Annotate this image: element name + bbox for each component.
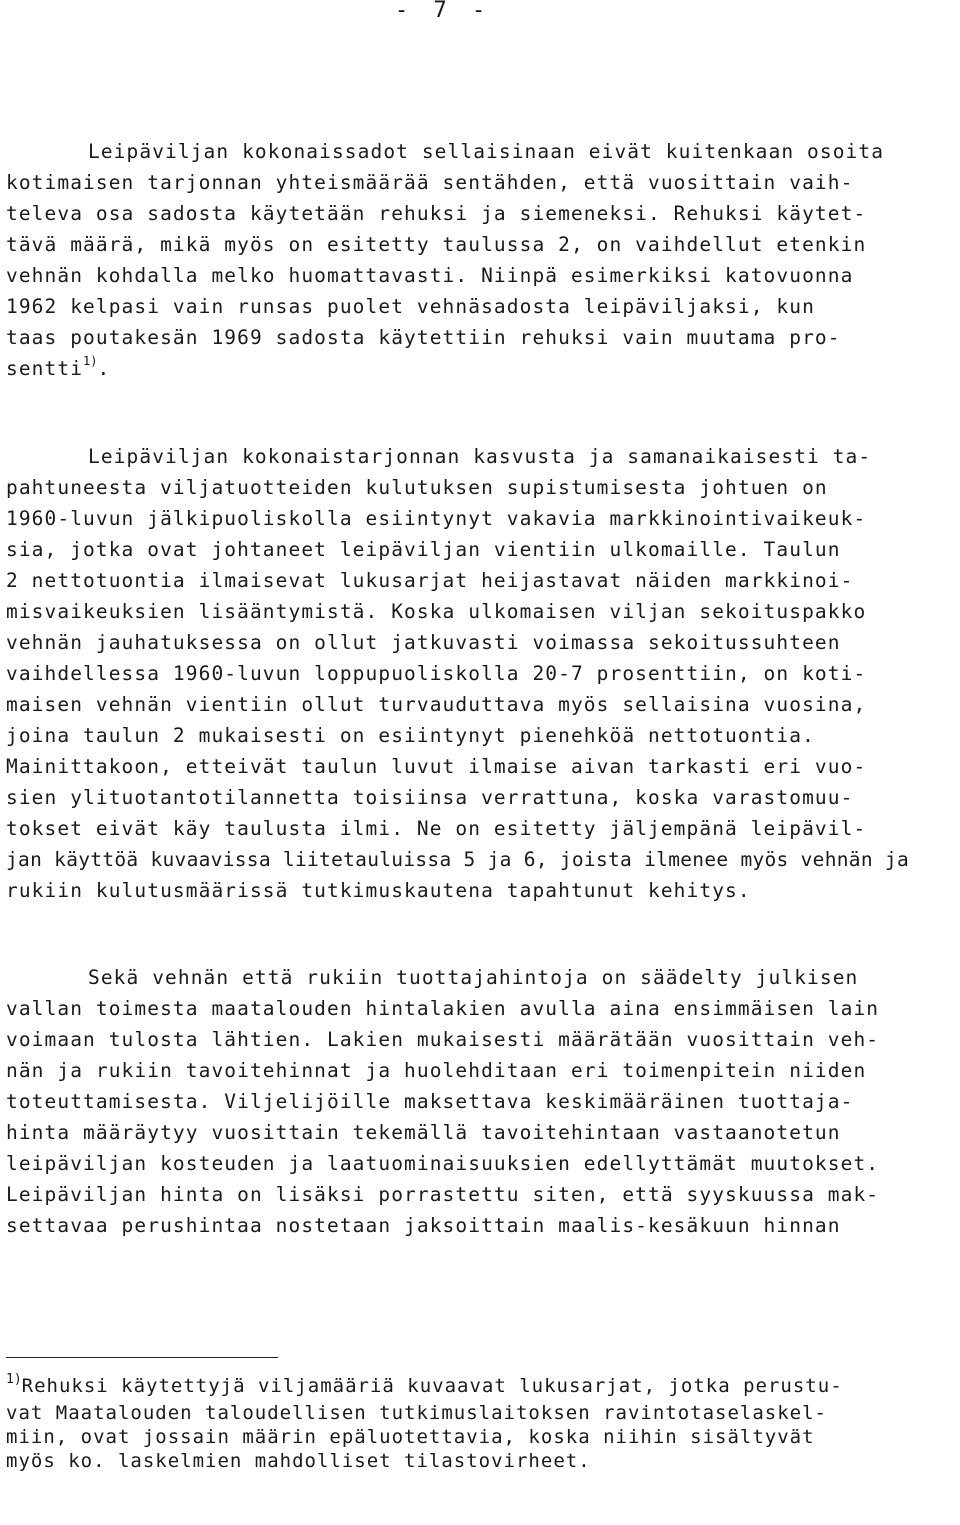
text-line: 1960-luvun jälkipuoliskolla esiintynyt vakavia markkinointivaikeuk- <box>6 507 867 530</box>
text-line: televa osa sadosta käytetään rehuksi ja siemeneksi. Rehuksi käytet- <box>6 202 867 225</box>
text-line: nän ja rukiin tavoitehinnat ja huolehditaan eri toimenpitein niiden <box>6 1059 867 1082</box>
page-number: - 7 - <box>395 0 492 23</box>
text-line: voimaan tulosta lähtien. Lakien mukaisesti määrätään vuosittain veh- <box>6 1028 880 1051</box>
text-line: taas poutakesän 1969 sadosta käytettiin rehuksi vain muutama pro- <box>6 326 841 349</box>
text-line: vehnän jauhatuksessa on ollut jatkuvasti voimassa sekoitussuhteen <box>6 631 841 654</box>
text-line: Leipäviljan kokonaissadot sellaisinaan eivät kuitenkaan osoita <box>88 140 885 163</box>
text-line: Mainittakoon, etteivät taulun luvut ilmaise aivan tarkasti eri vuo- <box>6 755 867 778</box>
paragraph-2 <box>6 441 956 906</box>
text-line: 1962 kelpasi vain runsas puolet vehnäsadosta leipäviljaksi, kun <box>6 295 815 318</box>
text-line: Sekä vehnän että rukiin tuottajahintoja on säädelty julkisen <box>88 966 859 989</box>
text-line: tävä määrä, mikä myös on esitetty taulussa 2, on vaihdellut etenkin <box>6 233 867 256</box>
text-line: Leipäviljan kokonaistarjonnan kasvusta ja samanaikaisesti ta- <box>88 445 872 468</box>
text-line: sia, jotka ovat johtaneet leipäviljan vientiin ulkomaille. Taulun <box>6 538 841 561</box>
text-line: vehnän kohdalla melko huomattavasti. Niinpä esimerkiksi katovuonna <box>6 264 854 287</box>
text-line: leipäviljan kosteuden ja laatuominaisuuksien edellyttämät muutokset. <box>6 1152 880 1175</box>
paragraph-1 <box>6 136 956 387</box>
text-line: maisen vehnän vientiin ollut turvauduttava myös sellaisina vuosina, <box>6 693 867 716</box>
text-line: Leipäviljan hinta on lisäksi porrastettu siten, että syyskuussa mak- <box>6 1183 880 1206</box>
text-line: sien ylituotantotilannetta toisiinsa verrattuna, koska varastomuu- <box>6 786 854 809</box>
text-line: hinta määräytyy vuosittain tekemällä tavoitehintaan vastaanotetun <box>6 1121 841 1144</box>
text-line: toteuttamisesta. Viljelijöille maksettava keskimääräinen tuottaja- <box>6 1090 854 1113</box>
footnote-text: Rehuksi käytettyjä viljamääriä kuvaavat lukusarjat, jotka perustu- <box>21 1375 843 1397</box>
text-line: settavaa perushintaa nostetaan jaksoittain maalis-kesäkuun hinnan <box>6 1214 841 1237</box>
footnote-line: myös ko. laskelmien mahdolliset tilastovirheet. <box>6 1450 591 1472</box>
text-fragment: . <box>97 357 111 380</box>
footnote <box>6 1374 956 1473</box>
text-line: misvaikeuksien lisääntymistä. Koska ulkomaisen viljan sekoituspakko <box>6 600 867 623</box>
text-line: jan käyttöä kuvaavissa liitetauluissa 5 ja 6, joista ilmenee myös vehnän ja <box>6 848 909 871</box>
text-line: vallan toimesta maatalouden hintalakien avulla aina ensimmäisen lain <box>6 997 880 1020</box>
footnote-divider <box>6 1357 278 1358</box>
text-line: tokset eivät käy taulusta ilmi. Ne on esitetty jäljempänä leipävil- <box>6 817 867 840</box>
text-line: vaihdellessa 1960-luvun loppupuoliskolla 20-7 prosenttiin, on koti- <box>6 662 867 685</box>
text-line: rukiin kulutusmäärissä tutkimuskautena tapahtunut kehitys. <box>6 879 751 902</box>
footnote-mark: 1) <box>6 1372 22 1387</box>
paragraph-3 <box>6 962 956 1241</box>
footnote-reference[interactable]: 1) <box>83 354 98 368</box>
footnote-line <box>6 1374 956 1401</box>
text-line: 2 nettotuontia ilmaisevat lukusarjat heijastavat näiden markkinoi- <box>6 569 854 592</box>
text-line: joina taulun 2 mukaisesti on esiintynyt pienehköä nettotuontia. <box>6 724 815 747</box>
text-fragment: sentti <box>6 357 84 380</box>
footnote-line: vat Maatalouden taloudellisen tutkimuslaitoksen ravintotaselaskel- <box>6 1402 827 1424</box>
text-line: kotimaisen tarjonnan yhteismäärää sentähden, että vuosittain vaih- <box>6 171 854 194</box>
footnote-line: miin, ovat jossain määrin epäluotettavia, koska niihin sisältyvät <box>6 1426 815 1448</box>
text-line-last <box>6 353 956 387</box>
text-line: pahtuneesta viljatuotteiden kulutuksen supistumisesta johtuen on <box>6 476 828 499</box>
